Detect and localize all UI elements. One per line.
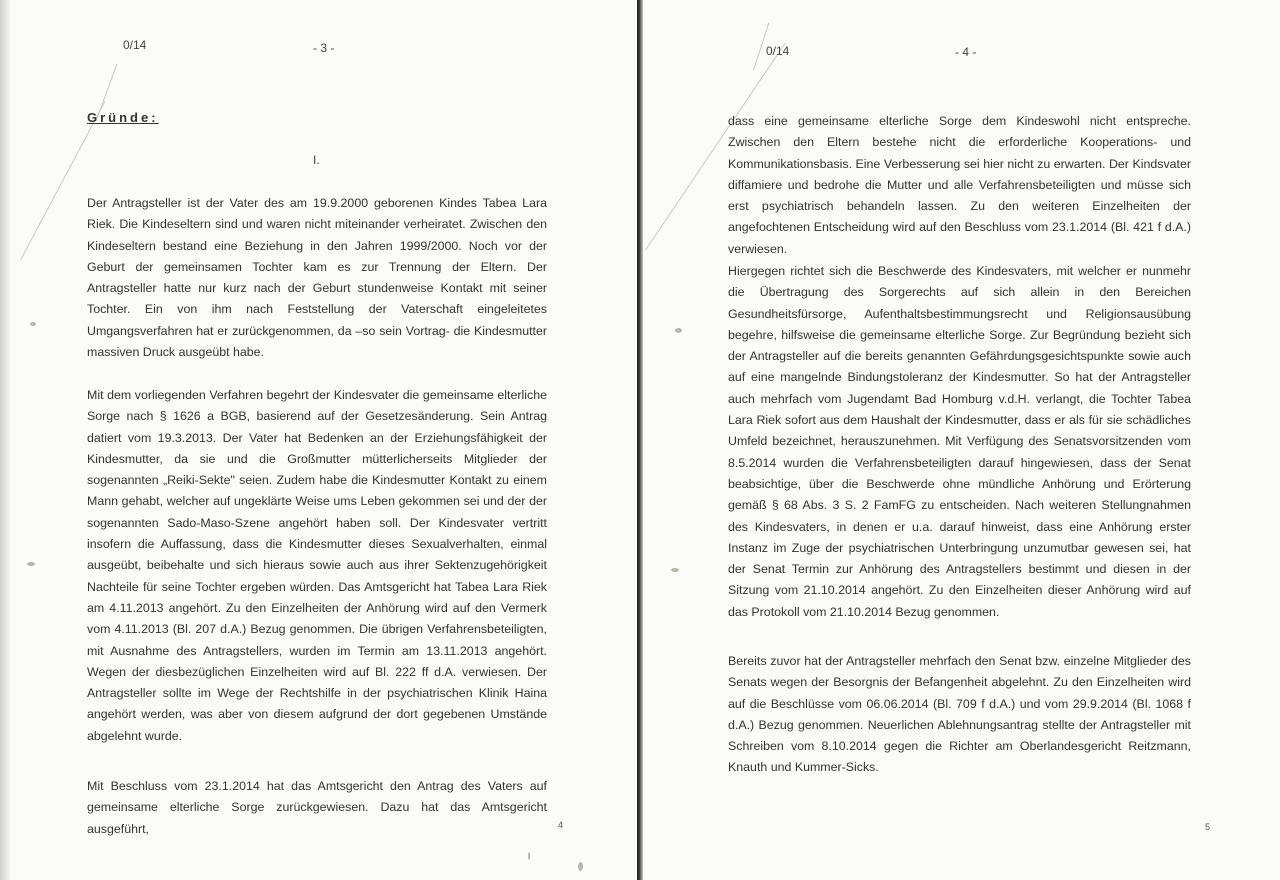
page-number: - 4 - <box>955 45 977 59</box>
scan-speck <box>27 562 35 566</box>
paragraph: Der Antragsteller ist der Vater des am 19.9.2000 geborenen Kindes Tabea Lara Riek. Die Kindeseltern sind und waren nicht miteinander verheiratet. Zwischen den Kindeseltern bestand eine Beziehung in den Jahren 1999/2000. Noch vor der Geburt der gemeinsamen Tochter kam es zur Trennung der Eltern. Der Antragsteller hatte nur kurz nach der Geburt stundenweise Kontakt mit seiner Tochter. Ein von ihm nach Feststellung der Vaterschaft eingeleitetes Umgangsverfahren hat er zurückgenommen, da –so sein Vortrag- die Kindesmutter massiven Druck ausgeübt habe. <box>87 196 547 360</box>
paragraph: Bereits zuvor hat der Antragsteller mehrfach den Senat bzw. einzelne Mitglieder des Senats wegen der Besorgnis der Befangenheit abgelehnt. Zu den Einzelheiten wird auf die Beschlüsse vom 06.06.2014 (Bl. 709 f d.A.) und vom 29.9.2014 (Bl. 1068 f d.A.) Bezug genommen. Neuerlichen Ablehnungsantrag stellte der Antragsteller mit Schreiben vom 8.10.2014 gegen die Richter am Oberlandesgericht Reitzmann, Knauth und Kummer-Sicks. <box>728 654 1191 775</box>
scan-speck <box>528 852 530 860</box>
paragraph: Mit Beschluss vom 23.1.2014 hat das Amtsgericht den Antrag des Vaters auf gemeinsame elterliche Sorge zurückgewiesen. Dazu hat das Amtsgericht ausgeführt, <box>87 779 547 836</box>
scan-speck <box>30 322 36 326</box>
left-page <box>0 0 637 880</box>
section-heading: Gründe: <box>87 110 159 125</box>
scan-speck <box>675 328 682 333</box>
right-page <box>643 0 1280 880</box>
scan-speck <box>671 568 679 572</box>
paragraph: dass eine gemeinsame elterliche Sorge dem Kindeswohl nicht entspreche. Zwischen den Eltern bestehe nicht die erforderliche Kooperations- und Kommunikationsbasis. Eine Verbesserung sei hier nicht zu erwarten. Der Kindsvater diffamiere und bedrohe die Mutter und alle Verfahrensbeteiligten und müsse sich erst psychiatrisch behandeln lassen. Zu den weiteren Einzelheiten der angefochtenen Entscheidung wird auf den Beschluss vom 23.1.2014 (Bl. 421 f d.A.) verwiesen. <box>728 114 1191 256</box>
paragraph: Mit dem vorliegenden Verfahren begehrt der Kindesvater die gemeinsame elterliche Sorge nach § 1626 a BGB, basierend auf der Gesetzesänderung. Sein Antrag datiert vom 19.3.2013. Der Vater hat Bedenken an der Erziehungsfähigkeit der Kindesmutter, da sie und die Großmutter mütterlicherseits Mitglieder der sogenannten „Reiki-Sekte" seien. Zudem habe die Kindesmutter Kontakt zu einem Mann gehabt, welcher auf ungeklärte Weise ums Leben gekommen sei und der der sogenannten Sado-Maso-Szene angehört haben soll. Der Kindesvater vertritt insofern die Auffassung, dass die Kindesmutter dieses Sexualverhalten, einmal ausgeübt, beibehalte und sich hieraus sowie auch aus ihrer Sektenzugehörigkeit Nachteile für seine Tochter ergeben würden. Das Amtsgericht hat Tabea Lara Riek am 4.11.2013 angehört. Zu den Einzelheiten der Anhörung wird auf den Vermerk vom 4.11.2013 (Bl. 207 d.A.) Bezug genommen. Die übrigen Verfahrensbeteiligten, mit Ausnahme des Antragstellers, wurden im Termin am 13.11.2013 angehört. Wegen der diesbezüglichen Einzelheiten wird auf Bl. 222 ff d.A. verwiesen. Der Antragsteller sollte im Wege der Rechtshilfe in der psychiatrischen Klinik Haina angehört werden, was aber von diesem aufgrund der dort gegebenen Umstände abgelehnt wurde. <box>87 388 547 743</box>
file-reference: 0/14 <box>123 38 147 52</box>
page-footer-mark: 5 <box>1205 822 1211 832</box>
section-numeral: I. <box>313 153 320 167</box>
paragraph: Hiergegen richtet sich die Beschwerde des Kindesvaters, mit welcher er nunmehr die Übertragung des Sorgerechts auf sich allein in den Bereichen Gesundheitsfürsorge, Aufenthaltsbestimmungsrecht und Religionsausübung begehre, hilfsweise die gemeinsame elterliche Sorge. Zur Begründung bezieht sich der Antragsteller auf die bereits genannten Gefährdungsgesichtspunkte sowie auch auf eine mangelnde Bindungstoleranz der Kindesmutter. So hat der Antragsteller auch mehrfach vom Jugendamt Bad Homburg v.d.H. verlangt, die Tochter Tabea Lara Riek sofort aus dem Haushalt der Kindesmutter, dass er als für sie schädliches Umfeld bezeichnet, herauszunehmen. Mit Verfügung des Senatsvorsitzenden vom 8.5.2014 wurden die Verfahrensbeteiligten darauf hingewiesen, dass der Senat beabsichtige, über die Beschwerde ohne mündliche Anhörung und Erörterung gemäß § 68 Abs. 3 S. 2 FamFG zu entscheiden. Nach weiteren Stellungnahmen des Kindesvaters, in denen er u.a. darauf hinweist, dass eine Anhörung erster Instanz im Zuge der psychiatrischen Unterbringung unzumutbar gewesen sei, hat der Senat Termin zur Anhörung des Antragstellers bestimmt und diesen in der Sitzung vom 21.10.2014 angehört. Zu den Einzelheiten dieser Anhörung wird auf das Protokoll vom 21.10.2014 Bezug genommen. <box>728 264 1191 619</box>
file-reference: 0/14 <box>766 44 790 58</box>
page-number: - 3 - <box>313 41 335 55</box>
left-page-edge-shadow <box>0 0 10 880</box>
scan-speck <box>578 862 583 871</box>
page-footer-mark: 4 <box>558 820 564 830</box>
